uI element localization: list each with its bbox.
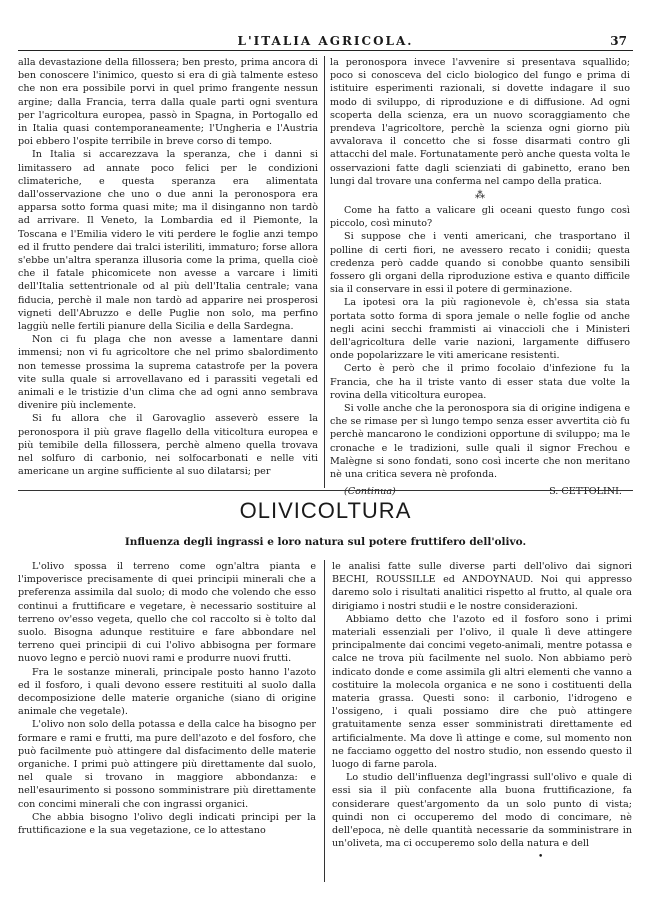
paragraph: Si suppose che i venti americani, che trasportano il polline di certi fiori, ne avessero recato i conidii; questa credenza però cadde quando si conobbe quanto sensibili fossero gli organi della riproduzione estiva e quanto difficile sia il conservare in essi il potere di germinazione. [330,231,630,296]
page [18,0,633,900]
column-divider [324,560,325,882]
article-signoff [330,485,630,498]
article-column-left [18,56,318,479]
paragraph: Si volle anche che la peronospora sia di origine indigena e che se rimase per sì lungo tempo senza esser avvertita ciò fu perchè mancarono le condizioni opportune di sviluppo; ma le cronache e le tradizioni, sulle quali il signor Frechou e Malègne si sono fondati, sono così incerte che non meritano nè una critica severa nè profonda. [330,403,630,481]
paragraph: Abbiamo detto che l'azoto ed il fosforo sono i primi materiali essenziali per l'olivo, il quale lì deve attingere principalmente dai concimi vegeto-animali, mentre potassa e calce ne trova più facilmente nel suolo. Non abbiamo però indicato donde e come assimila gli altri elementi che vanno a costituire la molecola organica e ne sono i costituenti della materia grassa. Questi sono: il carbonio, l'idrogeno e l'ossigeno, i quali possiamo dire che può attingere gratuitamente senza esser somministrati direttamente ed artificialmente. Ma dove lì attinge e come, sul momento non ne facciamo oggetto del nostro studio, non essendo questo il luogo di farne parola. [332,613,632,771]
paragraph: In Italia si accarezzava la speranza, che i danni si limitassero ad annate poco felici per le condizioni climateriche, e questa speranza era alimentata dall'osservazione che uno o due anni la peronospora era apparsa sotto forma quasi mite; ma il disinganno non tardò ad arrivare. Il Veneto, la Lombardia ed il Piemonte, la Toscana e l'Emilia videro le viti perdere le foglie anzi tempo ed il frutto pendere dai tralci isteriliti, immaturo; forse allora s'ebbe un'altra speranza illusoria come la prima, quella cioè che il fatale phicomicete non avesse a varcare i limiti dell'Italia settentrionale od al più dell'Italia centrale; vana fiducia, perchè il male non tardò ad apparire nei prosperosi vigneti dell'Abruzzo e delle Puglie non solo, ma perfino laggiù nelle fertili pianure della Sicilia e della Sardegna. [18,149,318,333]
footer-dot-mark: • [538,852,544,862]
olivicoltura-column-left [18,560,316,837]
paragraph: Si fu allora che il Garovaglio asseverò essere la peronospora il più grave flagello della viticoltura europea e più temibile della fillossera, perchè almeno quella trovava nel solfuro di carbonio, nei solfocarbonati e nelle viti americane un argine sufficiente al suo dilatarsi; per [18,413,318,478]
paragraph: Non ci fu plaga che non avesse a lamentare danni immensi; non vi fu agricoltore che nel primo sbalordimento non temesse prossima la suprema catastrofe per la povera vite sulla quale si arrovellavano ed i parassiti vegetali ed animali e le tristizie d'un clima che ad ogni anno sembrava divenire più inclemente. [18,334,318,412]
page-number: 37 [610,34,627,48]
paragraph: Come ha fatto a valicare gli oceani questo fungo così piccolo, così minuto? [330,205,630,230]
paragraph: Che abbia bisogno l'olivo degli indicati principi per la fruttificazione e la sua vegetazione, ce lo attestano [18,811,316,837]
section-break-asterism: ⁂ [475,190,485,202]
column-divider [324,56,325,488]
paragraph: le analisi fatte sulle diverse parti dell'olivo dai signori BECHI, ROUSSILLE ed ANDOYNAUD. Noi qui appresso daremo solo i risultati analitici rispetto al frutto, al quale ora dirigiamo i nostri studii e le nostre considerazioni. [332,561,632,612]
paragraph: Certo è però che il primo focolaio d'infezione fu la Francia, che ha il triste vanto di esser stata due volte la rovina della viticoltura europea. [330,363,630,401]
continua-note: (Continua) [344,486,396,498]
journal-title: L'ITALIA AGRICOLA. [237,34,414,48]
paragraph: Fra le sostanze minerali, principale posto hanno l'azoto ed il fosforo, i quali devono essere restituiti al suolo dalla decomposizione delle materie organiche (siano di origine animale che vegetale). [18,666,316,718]
paragraph: Lo studio dell'influenza degl'ingrassi sull'olivo e quale di essi sia il più confacente alla buona fruttificazione, fa considerare quest'argomento da un solo punto di vista; quindi non ci occuperemo del modo di concimare, nè dell'epoca, nè delle quantità necessarie da somministrare in un'oliveta, ma ci occuperemo solo della natura e dell [332,772,632,850]
paragraph: L'olivo non solo della potassa e della calce ha bisogno per formare e rami e frutti, ma pure dell'azoto e del fosforo, che può facilmente può attingere dal disfacimento delle materie organiche. I primi può attingere più direttamente dal suolo, nel quale si trovano in maggiore abbondanza: e nell'esaurimento si possono somministrare più direttamente con concimi minerali che con ingrassi organici. [18,719,316,810]
author-signature: S. CETTOLINI. [549,486,622,498]
paragraph: alla devastazione della fillossera; ben presto, prima ancora di ben conoscere l'inimico, questo si era di già talmente esteso che non era possibile porvi in quel primo frangente nessun argine; dalla Francia, terra dalla quale parti ogni sventura per l'agricoltura europea, passò in Spagna, in Portogallo ed in Italia quasi contemporaneamente; l'Ungheria e l'Austria poi ebbero l'ospite terribile in breve corso di tempo. [18,57,318,148]
paragraph: L'olivo spossa il terreno come ogn'altra pianta e l'impoverisce precisamente di quei principii minerali che a preferenza assimila dal suolo; di modo che volendo che esso continui a fruttificare e vegetare, è necessario sostituire al terreno ov'esso vegeta, quello che col raccolto si è tolto dal suolo. Bisogna adunque restituire e fare abbondare nel terreno quei principii di cui l'olivo abbisogna per formare nuovo legno e perciò nuovi rami e produrre nuovi frutti. [18,561,316,665]
olivicoltura-column-right [332,560,632,850]
paragraph: la peronospora invece l'avvenire si presentava squallido; poco si conosceva del ciclo biologico del fungo e prima di istituire esperimenti razionali, si dovette indagare il suo modo di sviluppo, di riproduzione e di diffusione. Ad ogni scoperta della scienza, era un nuovo scoraggiamento che prendeva l'agricoltore, perchè la scienza ogni giorno più avvalorava il concetto che si fosse disarmati contro gli attacchi del male. Fortunatamente però anche questa volta le osservazioni fatte dagli scienziati di gabinetto, erano ben lungi dal trovare una conferma nel campo della pratica. [330,57,630,187]
header-rule [18,50,633,51]
paragraph: La ipotesi ora la più ragionevole è, ch'essa sia stata portata sotto forma di spora jemale o nelle foglie od anche negli acini secchi frammisti ai vinaccioli che i Ministeri dell'agricoltura delle varie nazioni, largamente diffusero onde popolarizzare le viti americane resistenti. [330,297,630,362]
article-column-right [330,56,630,499]
section-title: OLIVICOLTURA [239,498,412,523]
section-rule [18,490,633,491]
article-subtitle: Influenza degli ingrassi e loro natura sul potere fruttifero dell'olivo. [124,536,527,548]
